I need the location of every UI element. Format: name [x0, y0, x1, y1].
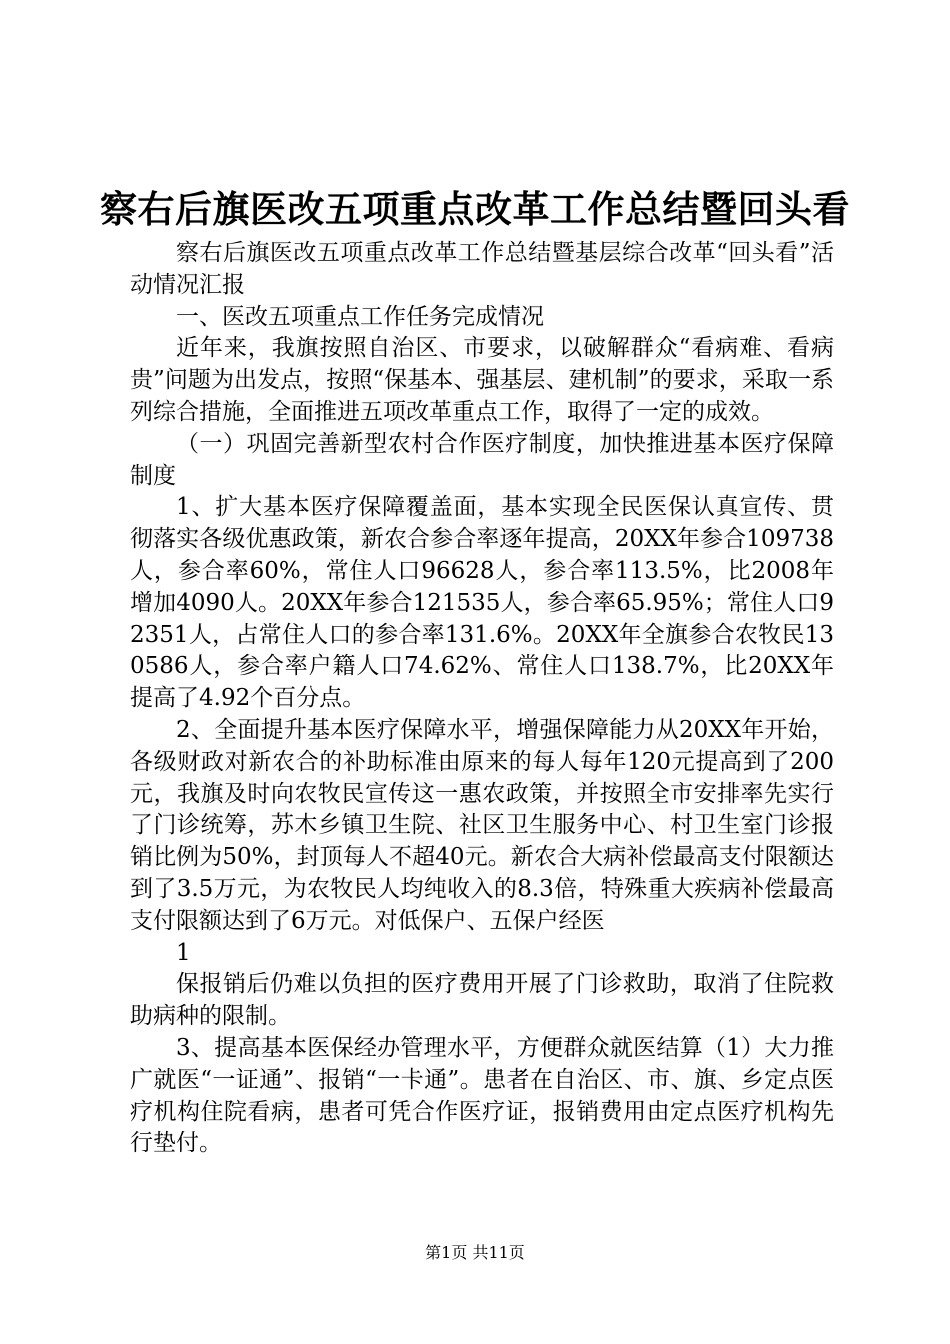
- document-body: [130, 238, 834, 1160]
- page-number-marker: 1: [176, 939, 191, 966]
- paragraph-intro: 近年来，我旗按照自治区、市要求，以破解群众“看病难、看病贵”问题为出发点，按照“保基本、强基层、建机制”的要求，采取一系列综合措施，全面推进五项改革重点工作，取得了一定的成效。: [130, 335, 834, 425]
- paragraph-item-2: 2、全面提升基本医疗保障水平，增强保障能力从20XX年开始，各级财政对新农合的补助标准由原来的每人每年120元提高到了200元，我旗及时向农牧民宣传这一惠农政策，并按照全市安排率先实行了门诊统筹，苏木乡镇卫生院、社区卫生服务中心、村卫生室门诊报销比例为50%，封顶每人不超40元。新农合大病补偿最高支付限额达到了3.5万元，为农牧民人均纯收入的8.3倍，特殊重大疾病补偿最高支付限额达到了6万元。对低保户、五保户经医: [130, 716, 834, 934]
- subsection-heading-1: （一）巩固完善新型农村合作医疗制度，加快推进基本医疗保障制度: [130, 430, 834, 489]
- paragraph-continuation: 保报销后仍难以负担的医疗费用开展了门诊救助，取消了住院救助病种的限制。: [130, 971, 834, 1030]
- section-heading-1: 一、医改五项重点工作任务完成情况: [176, 303, 544, 330]
- document-title: 察右后旗医改五项重点改革工作总结暨回头看: [100, 188, 850, 231]
- page-footer: 第1页 共11页: [425, 1243, 525, 1262]
- paragraph-item-3: 3、提高基本医保经办管理水平，方便群众就医结算（1）大力推广就医“一证通”、报销“一卡通”。患者在自治区、市、旗、乡定点医疗机构住院看病，患者可凭合作医疗证，报销费用由定点医疗机构先行垫付。: [130, 1034, 834, 1157]
- paragraph-subtitle: 察右后旗医改五项重点改革工作总结暨基层综合改革“回头看”活动情况汇报: [130, 240, 834, 298]
- paragraph-item-1: 1、扩大基本医疗保障覆盖面，基本实现全民医保认真宣传、贯彻落实各级优惠政策，新农合参合率逐年提高，20XX年参合109738人，参合率60%，常住人口96628人，参合率113.5%，比2008年增加4090人。20XX年参合121535人，参合率65.95%；常住人口92351人，占常住人口的参合率131.6%。20XX年全旗参合农牧民130586人，参合率户籍人口74.62%、常住人口138.7%，比20XX年提高了4.92个百分点。: [130, 494, 834, 712]
